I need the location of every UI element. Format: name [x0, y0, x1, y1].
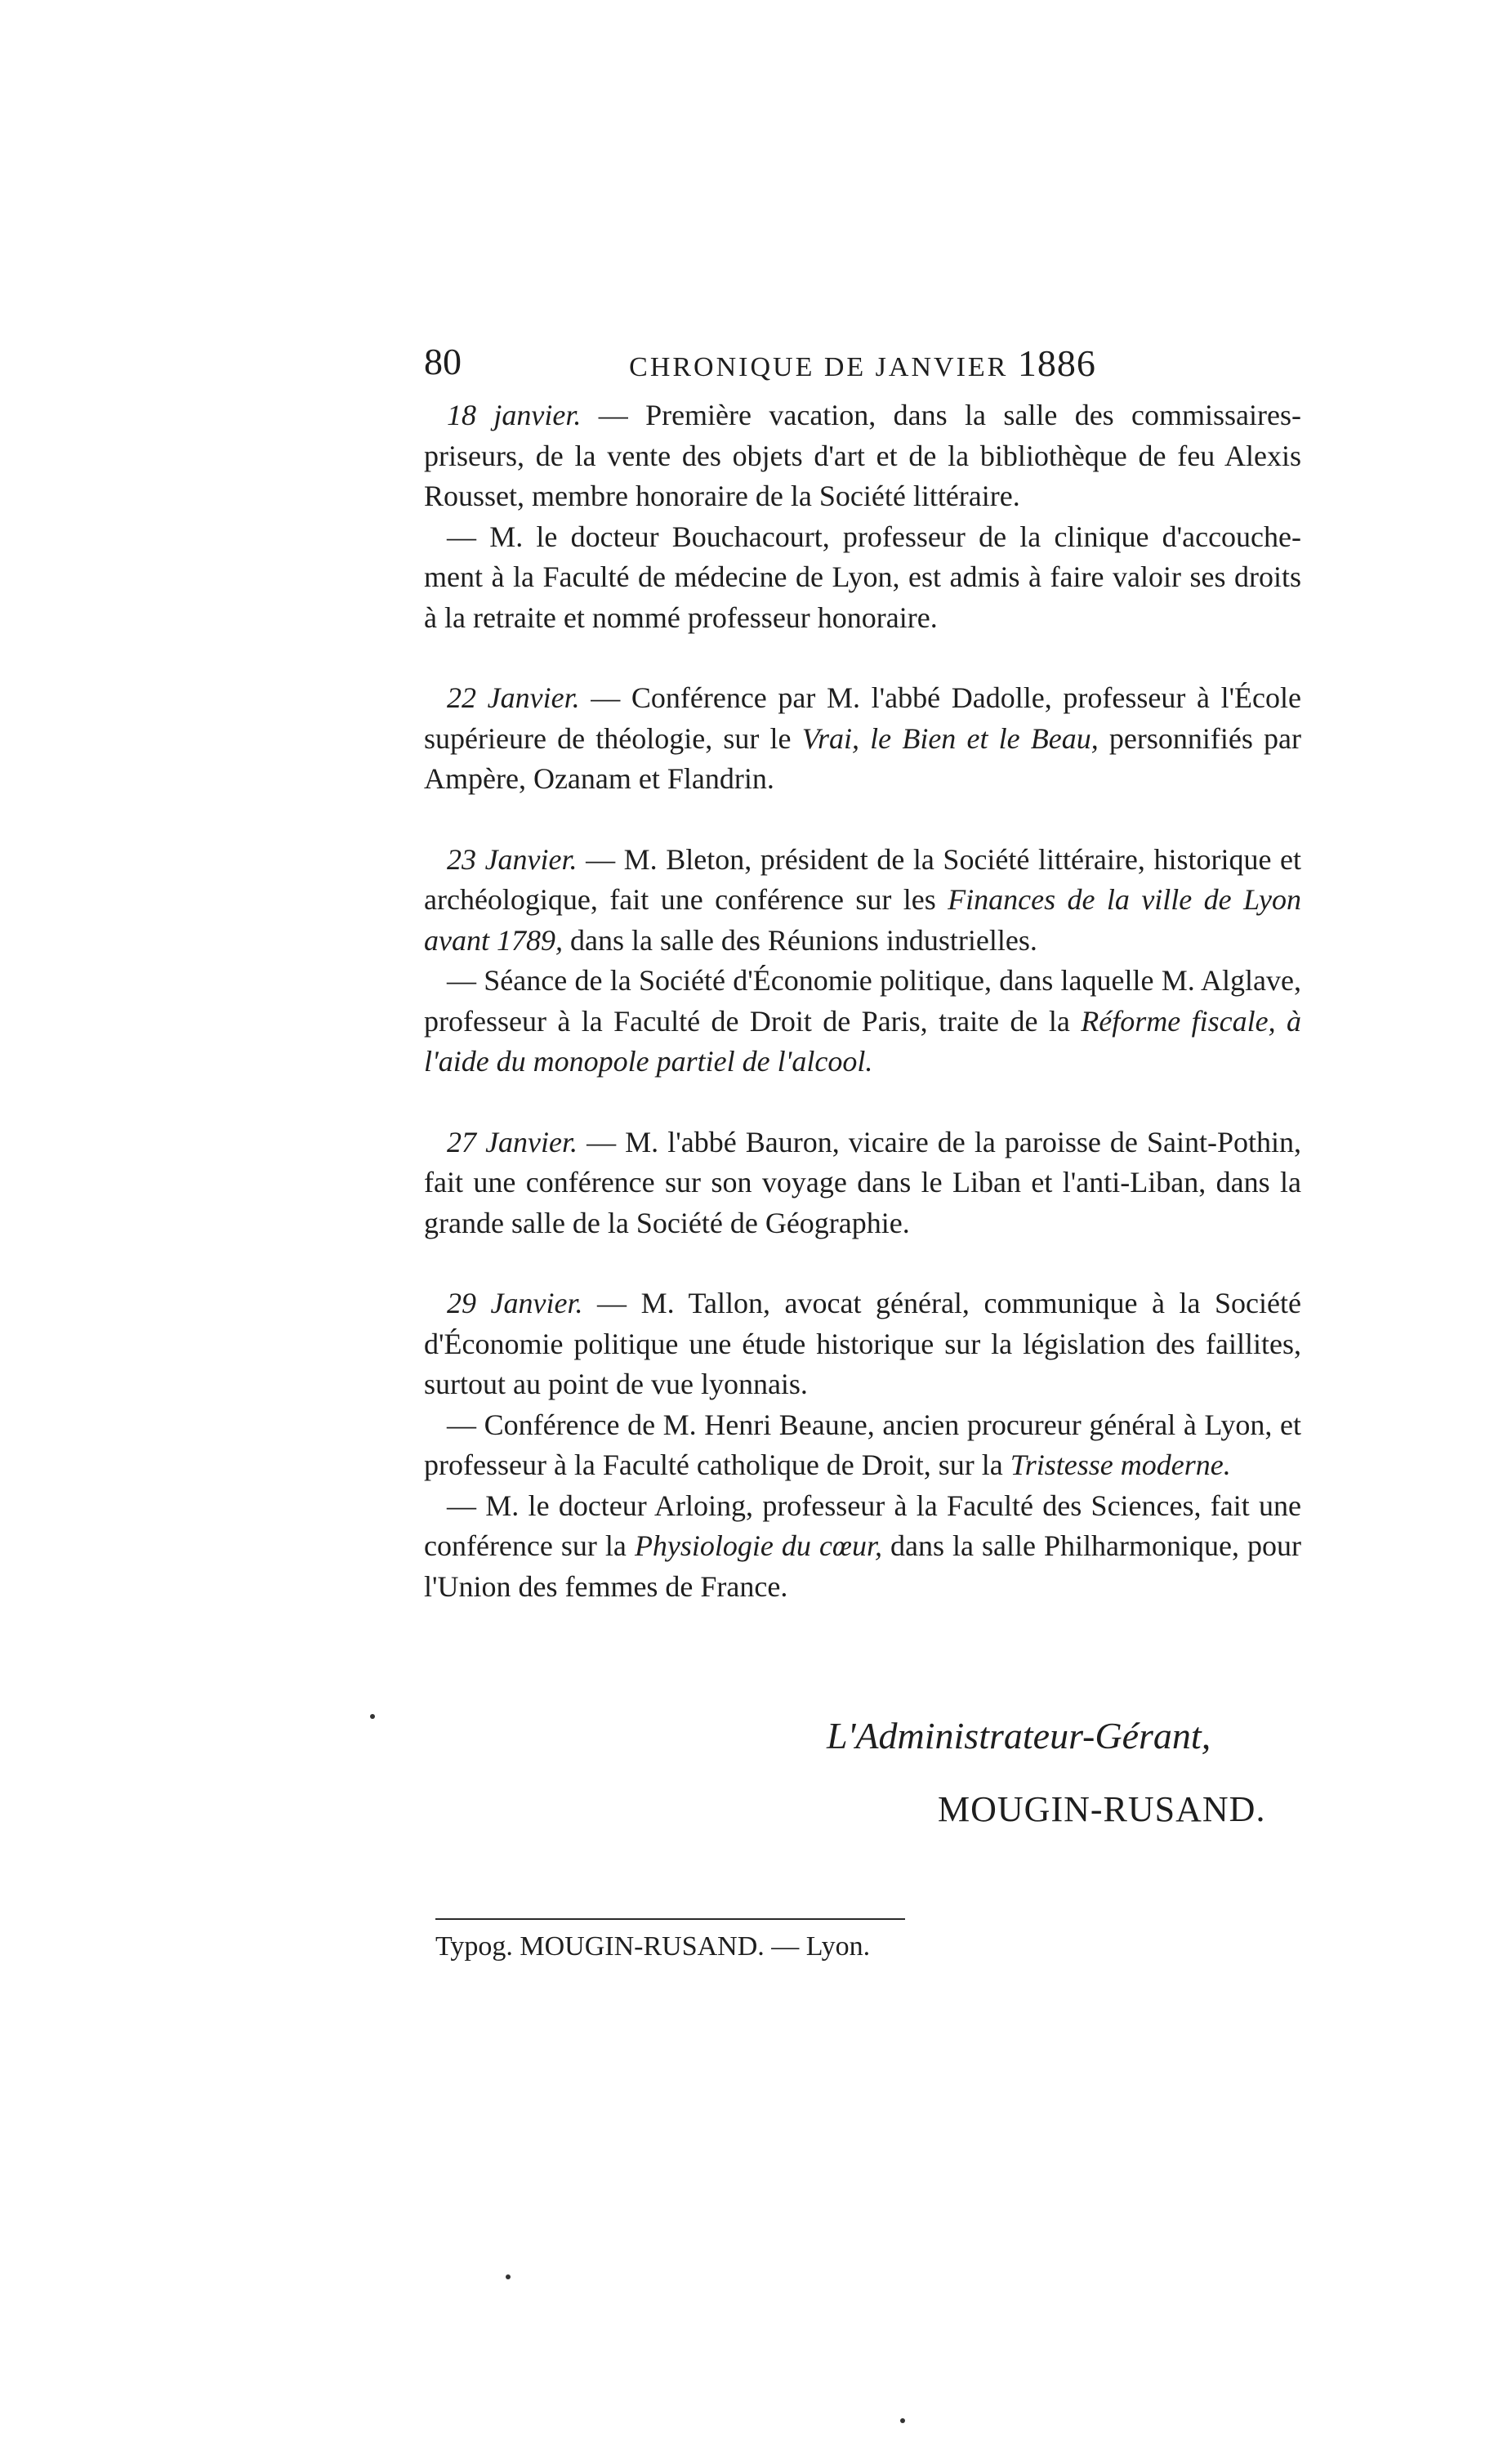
entry-29-janvier	[424, 1283, 1301, 1607]
italic-title: Tristesse moderne.	[1010, 1448, 1231, 1481]
italic-title: Réforme fiscale, à l'aide du monopole partiel de l'alcool.	[424, 1004, 1302, 1078]
paragraph	[424, 961, 1301, 1082]
ink-speck	[900, 2418, 905, 2423]
paragraph-text: — M. Bleton, président de la Société littéraire, historique et archéologique, fait une conférence sur les	[424, 842, 1301, 916]
printer-imprint: Typog. MOUGIN-RUSAND. — Lyon.	[435, 1931, 871, 1962]
entry-18-janvier	[424, 395, 1301, 638]
running-title	[424, 342, 1301, 389]
paragraph	[424, 395, 1301, 517]
paragraph-text: — Séance de la Société d'Économie politique, dans laquelle M. Alglave, professeur à la Faculté de Droit de Paris, traite de la	[424, 964, 1301, 1038]
ink-speck	[506, 2274, 511, 2279]
entry-22-janvier	[424, 678, 1301, 800]
paragraph-text: — M. le docteur Bouchacourt, professeur de la clinique d'accouche-ment à la Faculté de médecine de Lyon, est admis à faire valoir ses droits à la retraite et nommé professeur honoraire.	[424, 520, 1301, 634]
running-title-text: CHRONIQUE DE JANVIER	[629, 352, 1009, 382]
entry-date: 23 Janvier.	[447, 842, 578, 876]
entry-date: 22 Janvier.	[447, 681, 580, 714]
entry-23-janvier	[424, 840, 1301, 1082]
paragraph-text: — Première vacation, dans la salle des commissaires-priseurs, de la vente des objets d'art et de la bibliothèque de feu Alexis Rousset, membre honoraire de la Société littéraire.	[424, 399, 1301, 512]
paragraph	[424, 1123, 1301, 1244]
paragraph	[424, 678, 1301, 800]
paragraph	[424, 1283, 1301, 1405]
italic-title: Physiologie du cœur,	[634, 1529, 882, 1562]
paragraph-text: — M. l'abbé Bauron, vicaire de la paroisse de Saint-Pothin, fait une conférence sur son voyage dans le Liban et l'anti-Liban, dans la grande salle de la Société de Géographie.	[424, 1125, 1301, 1239]
paragraph-text: personnifiés par Ampère, Ozanam et Flandrin.	[424, 721, 1301, 795]
page-header	[424, 339, 1301, 388]
chronicle-body	[424, 395, 1301, 1647]
entry-date: 29 Janvier.	[447, 1287, 583, 1319]
page-number: 80	[424, 341, 462, 382]
paragraph	[424, 1405, 1301, 1486]
entry-date: 18 janvier.	[447, 399, 582, 431]
italic-title: Vrai, le Bien et le Beau,	[801, 721, 1099, 755]
paragraph-text: — M. le docteur Arloing, professeur à la Faculté des Sciences, fait une conférence sur la	[424, 1489, 1301, 1562]
signature-name: MOUGIN-RUSAND.	[938, 1789, 1266, 1829]
entry-date: 27 Janvier.	[447, 1125, 578, 1158]
signature-title: L'Administrateur-Gérant,	[827, 1715, 1211, 1756]
paragraph-text: dans la salle Philharmonique, pour l'Union des femmes de France.	[424, 1529, 1301, 1603]
paragraph-text: — Conférence de M. Henri Beaune, ancien procureur général à Lyon, et professeur à la Faculté catholique de Droit, sur la	[424, 1408, 1301, 1481]
paragraph-text: — M. Tallon, avocat général, communique à la Société d'Économie politique une étude historique sur la législation des faillites, surtout au point de vue lyonnais.	[424, 1287, 1301, 1400]
paragraph	[424, 1486, 1301, 1608]
paragraph-text: — Conférence par M. l'abbé Dadolle, professeur à l'École supérieure de théologie, sur le	[424, 681, 1302, 755]
ink-speck	[370, 1714, 375, 1719]
running-title-year: 1886	[1017, 342, 1096, 384]
paragraph	[424, 840, 1301, 962]
paragraph-text: dans la salle des Réunions industrielles.	[562, 923, 1037, 957]
footer-rule	[435, 1918, 905, 1920]
entry-27-janvier	[424, 1123, 1301, 1244]
paragraph	[424, 517, 1301, 639]
italic-title: Finances de la ville de Lyon avant 1789,	[424, 883, 1301, 957]
